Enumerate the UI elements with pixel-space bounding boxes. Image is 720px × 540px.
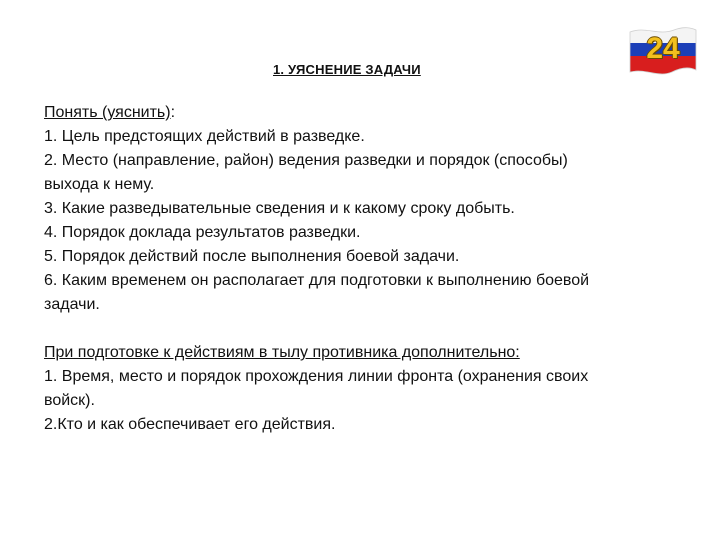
badge-number: 24 — [646, 32, 680, 65]
section1-heading — [44, 101, 694, 125]
list-item: 4. Порядок доклада результатов разведки. — [44, 224, 361, 241]
list-item: 2.Кто и как обеспечивает его действия. — [44, 416, 336, 433]
list-item: 3. Какие разведывательные сведения и к какому сроку добыть. — [44, 200, 515, 217]
list-item: 2. Место (направление, район) ведения разведки и порядок (способы) — [44, 152, 568, 169]
section2-heading: При подготовке к действиям в тылу противника дополнительно: — [44, 344, 520, 361]
slide-body — [44, 101, 694, 437]
list-item: 1. Цель предстоящих действий в разведке. — [44, 128, 365, 145]
list-item: задачи. — [44, 296, 100, 313]
list-item: войск). — [44, 392, 95, 409]
list-item: 1. Время, место и порядок прохождения линии фронта (охранения своих — [44, 368, 589, 385]
list-item: 6. Каким временем он располагает для подготовки к выполнению боевой — [44, 272, 590, 289]
spacer — [44, 317, 694, 341]
slide-title: 1. УЯСНЕНИЕ ЗАДАЧИ — [273, 62, 421, 77]
section1-heading-underlined: Понять (уяснить) — [44, 104, 171, 121]
list-item: выхода к нему. — [44, 176, 155, 193]
section1-heading-suffix: : — [170, 104, 176, 121]
list-item: 5. Порядок действий после выполнения боевой задачи. — [44, 248, 460, 265]
flag-badge — [628, 26, 698, 76]
